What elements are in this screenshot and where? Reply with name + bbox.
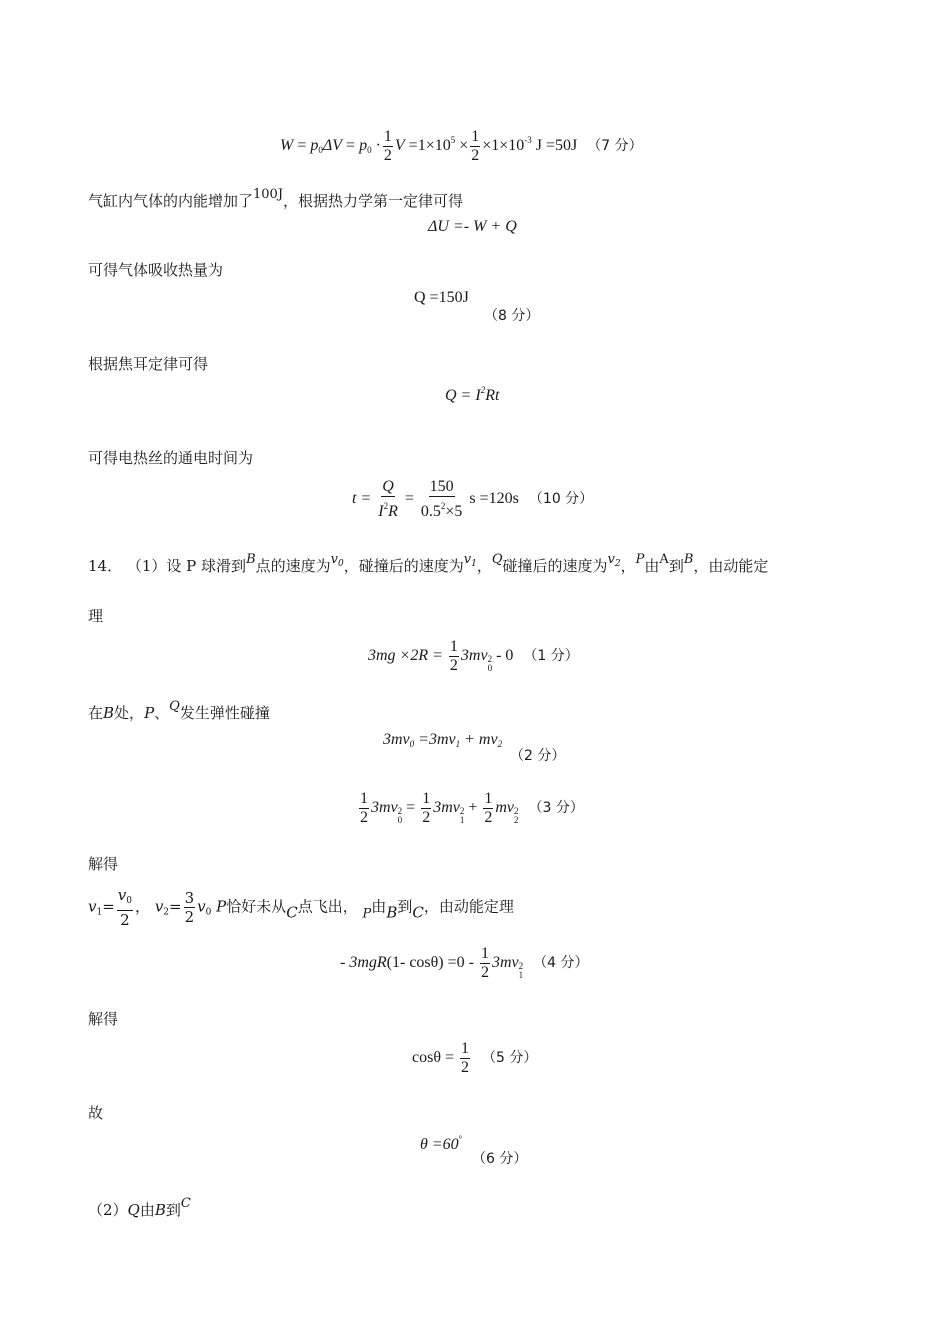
text: 点的速度为	[255, 557, 331, 575]
text: 气缸内气体的内能增加了	[88, 192, 254, 210]
text: 发生弹性碰撞	[179, 704, 270, 722]
fraction	[480, 945, 490, 982]
eq-text: ·	[375, 137, 381, 155]
text: （2）	[88, 1201, 128, 1219]
text: 由	[139, 1201, 155, 1219]
eq-sub: 0	[487, 663, 493, 674]
score: （10 分）	[528, 491, 594, 508]
eq-text: ΔV	[322, 137, 343, 155]
paragraph-part-2	[88, 1196, 191, 1220]
fraction	[470, 128, 480, 165]
text: Q	[169, 699, 180, 714]
score: （3 分）	[528, 800, 584, 817]
eq-subsup	[460, 807, 465, 825]
score: （4 分）	[533, 955, 589, 972]
eq-sup: 2	[440, 501, 446, 511]
text: 到	[397, 897, 413, 916]
eq-sub: 1	[459, 815, 465, 826]
frac-den	[420, 497, 464, 521]
fraction	[421, 790, 431, 827]
question-number: 14．	[88, 557, 123, 575]
frac-num: 1	[360, 790, 368, 807]
text: v	[607, 552, 615, 567]
paragraph-absorb: 可得气体吸收热量为	[88, 261, 224, 279]
text: 、	[154, 704, 170, 722]
equation-momentum	[383, 731, 502, 749]
equation-work	[280, 128, 643, 165]
eq-text: =	[406, 799, 416, 817]
eq-sup: 5	[450, 135, 456, 146]
fraction	[449, 638, 459, 675]
text: 点飞出，	[297, 897, 358, 916]
text: 100J	[253, 187, 284, 202]
equation-first-law: ΔU =- W + Q	[428, 218, 517, 235]
eq-text: =0 -	[447, 954, 474, 972]
text: 处，	[114, 704, 145, 722]
text: C	[412, 903, 424, 922]
text: B	[246, 552, 256, 567]
eq-text: 0.5	[420, 503, 441, 520]
frac-num: 3	[184, 889, 195, 907]
eq-text: + mv	[464, 731, 498, 748]
equation-joule	[445, 385, 499, 405]
paragraph-internal-energy	[88, 187, 463, 211]
equation-work-2	[340, 945, 589, 982]
text: ，碰撞后的速度为	[343, 557, 464, 575]
paragraph-velocities	[88, 886, 514, 929]
eq-text: J =50J	[535, 137, 578, 155]
frac-den: 2	[360, 809, 368, 826]
eq-sub: 2	[497, 739, 503, 749]
text: 由	[644, 557, 660, 575]
text: Q	[491, 552, 503, 567]
eq-text: 3mv	[492, 954, 519, 972]
text: B	[154, 1201, 166, 1219]
eq-text: ×5	[445, 503, 463, 520]
frac-den: 2	[481, 964, 489, 981]
eq-sup: 2	[459, 806, 465, 817]
frac-den: 2	[184, 908, 195, 926]
text: ，	[476, 557, 492, 575]
eq-text: I	[378, 503, 384, 520]
text: B	[103, 704, 115, 722]
eq-sub: 0	[126, 896, 133, 906]
frac-num: 1	[422, 790, 431, 807]
score: （1 分）	[523, 648, 579, 665]
fraction	[383, 128, 393, 165]
paragraph-solve: 解得	[88, 855, 119, 873]
eq-sub: 0	[397, 815, 403, 826]
eq-text: mv	[495, 799, 515, 817]
frac-den: 2	[383, 147, 392, 164]
eq-text: Q = I	[445, 387, 481, 404]
score: （8 分）	[484, 308, 540, 324]
text	[464, 552, 477, 567]
eq-text: t =	[352, 490, 372, 508]
frac-num: 1	[449, 638, 458, 655]
frac-num: 1	[471, 128, 480, 145]
paragraph-collision	[88, 699, 270, 723]
eq-sup: °	[458, 1134, 463, 1144]
text: （1）设 P 球滑到	[126, 557, 247, 575]
fraction	[359, 790, 369, 827]
text: =	[169, 897, 182, 916]
eq-sub: 0	[205, 907, 212, 918]
text: 恰好未从	[226, 897, 287, 916]
score: （2 分）	[510, 748, 566, 764]
score: （6 分）	[472, 1151, 528, 1167]
frac-den: 2	[422, 809, 431, 826]
question-14-continued: 理	[88, 607, 104, 625]
text: 到	[165, 1201, 181, 1219]
fraction	[377, 478, 399, 521]
eq-text: (1- cosθ)	[386, 954, 444, 972]
paragraph-therefore: 故	[88, 1104, 104, 1122]
eq-sup: -3	[524, 135, 532, 146]
frac-den: 2	[484, 809, 493, 826]
text: ，根据热力学第一定律可得	[283, 192, 464, 210]
eq-text: R	[388, 503, 398, 520]
eq-sub: 1	[96, 907, 103, 918]
text: v	[197, 897, 206, 916]
eq-text: 3mv	[383, 731, 410, 748]
text: C	[286, 903, 298, 922]
eq-sub: 1	[471, 559, 477, 569]
eq-sub: 1	[455, 739, 461, 749]
eq-text: θ =60	[420, 1136, 459, 1153]
frac-den: 2	[461, 1059, 470, 1076]
eq-text: p	[310, 137, 319, 155]
question-14	[88, 552, 768, 576]
frac-den: 2	[120, 911, 130, 929]
text: v	[117, 886, 127, 904]
eq-sup: 2	[480, 385, 486, 395]
eq-text: 3mv	[371, 799, 398, 817]
text: P	[635, 552, 645, 567]
eq-subsup	[398, 807, 403, 825]
eq-text: =	[404, 490, 414, 508]
eq-text: ×1×10	[482, 137, 525, 155]
frac-den: 2	[449, 657, 458, 674]
eq-sup: 2	[518, 961, 524, 972]
eq-sub: 0	[338, 559, 344, 569]
text: v	[154, 897, 164, 916]
fraction	[117, 886, 133, 929]
text: 碰撞后的速度为	[502, 557, 608, 575]
text: P	[362, 906, 372, 922]
frac-num: 1	[383, 128, 392, 145]
text: A	[659, 552, 669, 567]
fraction	[420, 478, 464, 521]
eq-text: Rt	[485, 387, 500, 404]
equation-time	[352, 478, 593, 521]
text: P	[216, 897, 227, 916]
eq-sub: 0	[409, 739, 415, 749]
equation-cos	[412, 1040, 537, 1077]
eq-text: p	[359, 137, 368, 155]
score: （7 分）	[587, 138, 643, 155]
frac-num: Q	[382, 478, 394, 495]
eq-text: Q =150J	[414, 289, 469, 306]
eq-subsup	[519, 962, 524, 980]
equation-q150	[414, 289, 469, 307]
eq-sub: 0	[318, 145, 323, 156]
text: ，由动能定理	[423, 897, 514, 916]
frac-num: 1	[481, 945, 489, 962]
eq-text: 3mg ×2R =	[368, 647, 443, 665]
eq-sub: 2	[514, 815, 519, 826]
eq-text: ×	[459, 137, 469, 155]
text: C	[180, 1196, 191, 1211]
equation-theta	[420, 1134, 462, 1154]
eq-text: cosθ =	[412, 1049, 455, 1067]
text: ，	[620, 557, 636, 575]
eq-text: 3mv	[460, 647, 488, 665]
eq-text: =	[346, 137, 356, 155]
text: ，	[135, 897, 151, 916]
text	[608, 552, 621, 567]
text: Q	[127, 1201, 140, 1219]
eq-text: =3mv	[418, 731, 456, 748]
fraction	[184, 889, 196, 926]
text: B	[386, 903, 398, 922]
eq-text: =	[297, 137, 307, 155]
text	[331, 552, 344, 567]
eq-sup: 2	[487, 654, 493, 665]
eq-text: W	[280, 137, 294, 155]
text: 在	[88, 704, 104, 722]
equation-kinetic	[357, 790, 584, 827]
text: v	[330, 552, 338, 567]
frac-den	[377, 497, 399, 521]
eq-sup: 2	[383, 501, 389, 511]
eq-text: V	[394, 137, 405, 155]
text: P	[144, 704, 155, 722]
text: v	[88, 897, 97, 916]
score: （5 分）	[482, 1050, 538, 1067]
text: v	[463, 552, 472, 567]
frac-num: 150	[429, 478, 454, 495]
eq-text: +	[468, 799, 478, 817]
eq-sup: 2	[514, 806, 519, 817]
paragraph-joule: 根据焦耳定律可得	[88, 355, 209, 373]
frac-num	[117, 886, 133, 911]
frac-den: 2	[471, 147, 480, 164]
eq-text: - 3mgR	[340, 954, 387, 972]
text: 由	[371, 897, 387, 916]
fraction	[460, 1040, 470, 1077]
text: ，由动能定	[693, 557, 769, 575]
paragraph-solve-2: 解得	[88, 1010, 119, 1028]
text: B	[683, 552, 694, 567]
paragraph-time: 可得电热丝的通电时间为	[88, 449, 254, 467]
frac-num: 1	[461, 1040, 470, 1057]
eq-sub: 0	[367, 145, 372, 156]
eq-text: 3mv	[433, 799, 460, 817]
text: =	[102, 897, 115, 916]
frac-num: 1	[484, 790, 493, 807]
eq-sub: 2	[614, 559, 621, 569]
text: 到	[668, 557, 684, 575]
equation-energy	[368, 638, 579, 675]
eq-subsup	[488, 655, 493, 673]
eq-sup: 2	[397, 806, 403, 817]
eq-sub: 1	[518, 970, 524, 981]
fraction	[483, 790, 493, 827]
eq-sub: 2	[163, 907, 170, 918]
eq-text: s =120s	[469, 490, 519, 508]
eq-text: - 0	[496, 647, 514, 665]
eq-subsup	[514, 807, 519, 825]
eq-text: =1×10	[408, 137, 451, 155]
